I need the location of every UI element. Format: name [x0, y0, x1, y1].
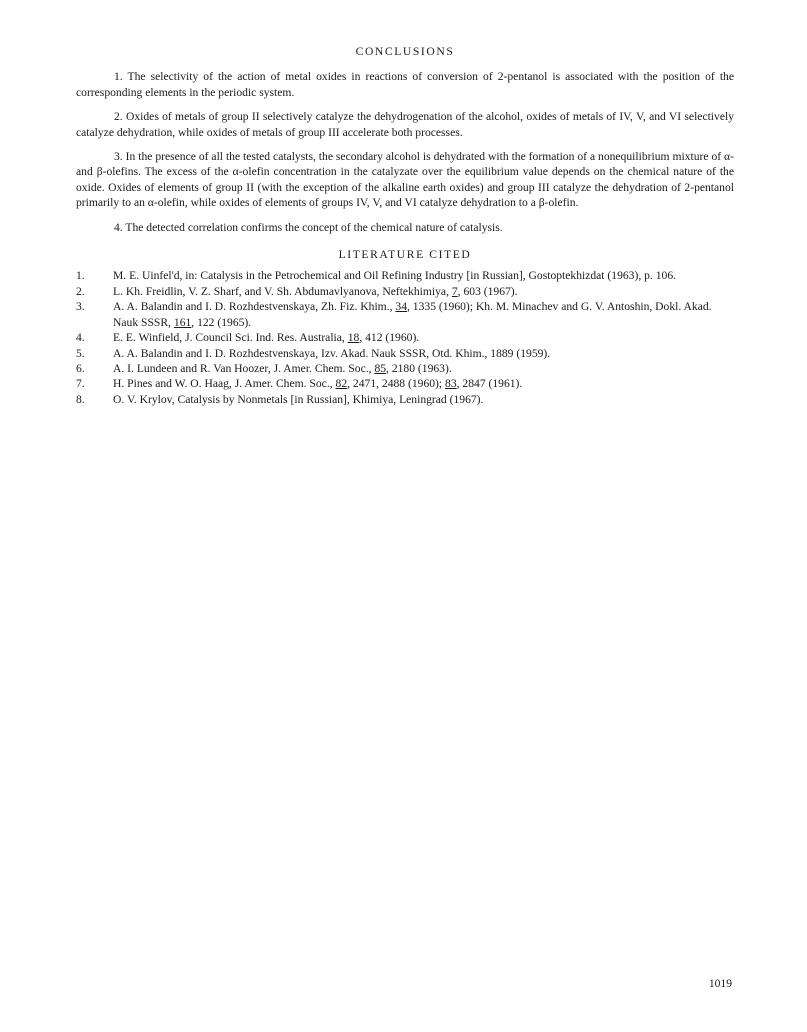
reference-item: [76, 376, 734, 391]
reference-number: 6.: [76, 361, 85, 375]
conclusions-heading: CONCLUSIONS: [355, 45, 455, 58]
reference-number: 7.: [76, 377, 85, 391]
reference-item: [76, 392, 734, 407]
reference-text: , 2180 (1963).: [386, 361, 452, 375]
reference-text: A. A. Balandin and I. D. Rozhdestvenskaya, Izv. Akad. Nauk SSSR, Otd. Khim., 1889 (1959).: [113, 346, 551, 360]
reference-volume: 7: [451, 284, 458, 298]
literature-cited-heading: LITERATURE CITED: [338, 248, 472, 262]
reference-text: , 2847 (1961).: [456, 377, 523, 391]
reference-text: , 1335 (1960); Kh. M. Minachev and G. V. Antoshin, Dokl. Akad. Nauk SSSR,: [113, 300, 712, 329]
reference-item: [76, 299, 734, 330]
page-body: [76, 44, 734, 407]
reference-volume: 161: [173, 315, 192, 329]
reference-text: E. E. Winfield, J. Council Sci. Ind. Res. Australia,: [113, 331, 348, 345]
conclusion-paragraph-1: 1. The selectivity of the action of metal oxides in reactions of conversion of 2-pentanol is associated with the position of the corresponding elements in the periodic system.: [76, 70, 734, 99]
reference-volume: 83: [445, 377, 457, 391]
reference-list: [76, 268, 734, 407]
reference-text: A. A. Balandin and I. D. Rozhdestvenskaya, Zh. Fiz. Khim.,: [113, 300, 396, 314]
reference-text: O. V. Krylov, Catalysis by Nonmetals [in Russian], Khimiya, Leningrad (1967).: [113, 392, 484, 406]
reference-text: , 2471, 2488 (1960);: [347, 377, 446, 391]
reference-volume: 85: [374, 361, 387, 375]
reference-item: [76, 361, 734, 376]
reference-text: A. I. Lundeen and R. Van Hoozer, J. Amer. Chem. Soc.,: [113, 361, 375, 375]
reference-item: [76, 330, 734, 345]
reference-number: 8.: [76, 392, 85, 406]
reference-number: 1.: [76, 269, 85, 283]
conclusion-paragraph-4: 4. The detected correlation confirms the concept of the chemical nature of catalysis.: [114, 220, 503, 234]
reference-item: [76, 346, 734, 361]
reference-item: [76, 284, 734, 299]
reference-number: 4.: [76, 331, 85, 345]
conclusion-paragraph-3: 3. In the presence of all the tested catalysts, the secondary alcohol is dehydrated with the formation of a nonequilibrium mixture of α- and β-olefins. The excess of the α-olefin concentration in the catalyzate over the equilibrium value depends on the chemical nature of the oxide. Oxides of elements of group II (with the exception of the alkaline earth oxides) and group III catalyze the dehydration of 2-pentanol primarily to an α-olefin, while oxides of elements of groups IV, V, and VI catalyze dehydration to a β-olefin.: [76, 150, 734, 210]
reference-text: , 603 (1967).: [457, 284, 518, 298]
conclusion-paragraph-2: 2. Oxides of metals of group II selectively catalyze the dehydrogenation of the alcohol, oxides of metals of IV, V, and VI selectively catalyze dehydration, while oxides of metals of group III accelerate both processes.: [76, 110, 734, 139]
reference-text: , 412 (1960).: [359, 331, 420, 345]
reference-text: H. Pines and W. O. Haag, J. Amer. Chem. Soc.,: [113, 377, 336, 391]
reference-number: 5.: [76, 346, 85, 360]
reference-number: 3.: [76, 300, 85, 314]
reference-text: M. E. Uinfel'd, in: Catalysis in the Petrochemical and Oil Refining Industry [in Russian], Gostoptekhizdat (1963), p. 106.: [113, 269, 677, 283]
reference-text: , 122 (1965).: [191, 315, 252, 329]
reference-volume: 34: [395, 300, 407, 314]
reference-volume: 18: [347, 331, 360, 345]
reference-number: 2.: [76, 284, 85, 298]
reference-item: [76, 268, 734, 283]
reference-text: L. Kh. Freidlin, V. Z. Sharf, and V. Sh. Abdumavlyanova, Neftekhimiya,: [113, 284, 452, 298]
reference-volume: 82: [335, 377, 348, 391]
page-number: 1019: [708, 977, 732, 990]
